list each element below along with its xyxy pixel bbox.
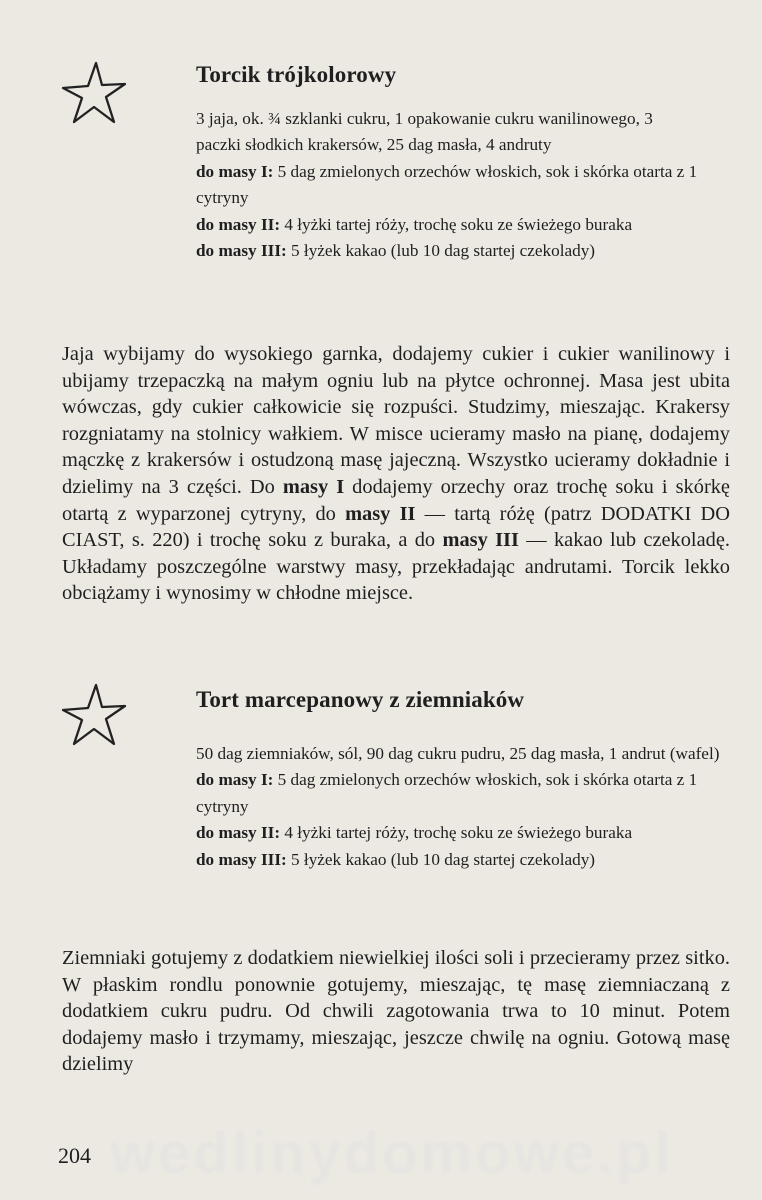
mass-2-text: 4 łyżki tartej róży, trochę soku ze świeżego buraka [280,214,633,234]
mass-1-label: do masy I: [196,770,274,790]
mass-ref: masy II [345,502,416,525]
mass-1-text: 5 dag zmielonych orzechów włoskich, sok i skórka otarta z 1 cytryny [196,161,698,208]
mass-3-ingredients [196,847,730,873]
mass-2-label: do masy II: [196,214,281,234]
mass-3-text: 5 łyżek kakao (lub 10 dag startej czekolady) [286,849,596,869]
ingredients-base: 3 jaja, ok. ¾ szklanki cukru, 1 opakowanie cukru wanilinowego, 3 paczki słodkich krakersów, 25 dag masła, 4 andruty [196,109,653,155]
recipe-method [62,341,730,607]
watermark: wedlinydomowe.pl [110,1121,674,1186]
mass-3-text: 5 łyżek kakao (lub 10 dag startej czekolady) [286,241,596,261]
method-paragraph [62,341,730,607]
recipe-method [62,945,730,1078]
method-text: — tartą różę (patrz DODATKI DO CIAST, s. 220) i trochę soku z buraka, a do [62,502,730,552]
mass-2-ingredients [196,212,726,238]
mass-3-label: do masy III: [196,241,287,261]
recipe-title: Torcik trójkolorowy [196,62,397,87]
method-text: Jaja wybijamy do wysokiego garnka, dodajemy cukier i cukier wanilinowy i ubijamy trzepaczką na małym ogniu lub na płytce ochronnej. Masa jest ubita wówczas, gdy cukier całkowicie się rozpuści. Studzimy, mieszając. Krakersy rozgniatamy na stolnicy wałkiem. W misce ucieramy masło na pianę, dodajemy mączkę z krakersów i ostudzoną masę jajeczną. Wszystko ucieramy dokładnie i dzielimy na 3 części. Do [62,343,730,498]
mass-2-text: 4 łyżki tartej róży, trochę soku ze świeżego buraka [280,823,633,843]
method-text: dodajemy orzechy oraz trochę soku i skórkę otartą z wyparzonej cytryny, do [62,475,730,525]
mass-1-text: 5 dag zmielonych orzechów włoskich, sok i skórka otarta z 1 cytryny [196,770,698,816]
mass-2-label: do masy II: [196,823,281,843]
mass-ref: masy I [282,475,345,498]
mass-1-ingredients [196,767,730,820]
star-icon [60,682,128,748]
ingredient-list [196,741,730,873]
mass-1-label: do masy I: [196,161,274,181]
mass-1-ingredients [196,159,730,212]
mass-3-ingredients [196,238,730,264]
page-number: 204 [58,1143,91,1168]
ingredient-list [196,106,730,264]
recipe-title: Tort marcepanowy z ziemniaków [196,687,525,712]
star-icon [60,60,128,126]
mass-2-ingredients [196,820,726,846]
method-paragraph: Ziemniaki gotujemy z dodatkiem niewielkiej ilości soli i przecieramy przez sitko. W płaskim rondlu ponownie gotujemy, mieszając, tę masę ziemniaczaną z dodatkiem cukru pudru. Od chwili zagotowania trwa to 10 minut. Potem dodajemy masło i trzymamy, mieszając, jeszcze chwilę na ogniu. Gotową masę dzielimy [62,947,730,1076]
method-text: — kakao lub czekoladę. Układamy poszczególne warstwy masy, przekładając andrutami. Torcik lekko obciążamy i wynosimy w chłodne miejsce. [62,529,730,605]
mass-ref: masy III [442,529,519,552]
ingredients-base: 50 dag ziemniaków, sól, 90 dag cukru pudru, 25 dag masła, 1 andrut (wafel) [196,744,720,763]
mass-3-label: do masy III: [196,849,287,869]
